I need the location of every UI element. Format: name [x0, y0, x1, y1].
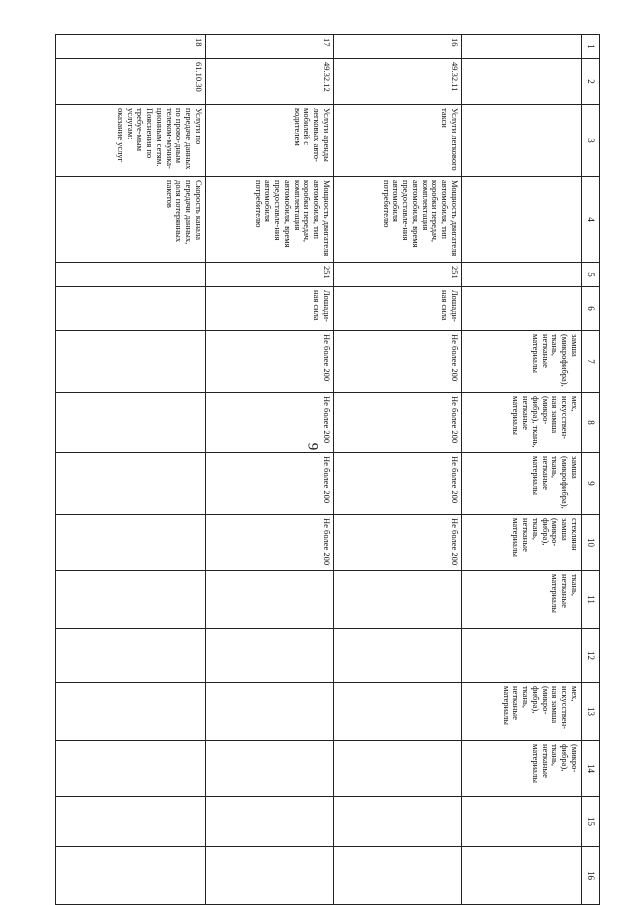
table-cell: стеклянн замша (микро-фибра), ткань, нетканые материалы [462, 515, 582, 571]
table-cell [206, 683, 334, 741]
table-cell [334, 629, 462, 683]
value-cell: Не более 200 [206, 331, 334, 393]
table-cell [334, 741, 462, 797]
table-cell: мех, искусствен-ная замша (микро-фибра), ткань, нетканые материалы [462, 393, 582, 453]
unit-name: Лошади-ная сила [206, 287, 334, 331]
table-row [206, 35, 334, 905]
service-name: Услуги по передаче данных по прово-дным телеком-муника-ционным сетям. Пояснения по требуе-мым услугам: оказание услуг [56, 105, 206, 177]
unit-code [56, 263, 206, 287]
table-cell [56, 629, 206, 683]
table-cell [334, 797, 462, 847]
table-cell [56, 847, 206, 905]
column-number-row [582, 35, 600, 905]
table-cell [56, 741, 206, 797]
table-cell [462, 105, 582, 177]
row-number: 16 [334, 35, 462, 59]
table-cell [462, 629, 582, 683]
column-number: 12 [582, 629, 600, 683]
table-cell [56, 683, 206, 741]
value-cell [56, 453, 206, 515]
table-cell [56, 571, 206, 629]
table-row [334, 35, 462, 905]
service-name: Услуги легкового такси [334, 105, 462, 177]
unit-name [56, 287, 206, 331]
value-cell: Не более 200 [334, 453, 462, 515]
table-cell [334, 683, 462, 741]
table-cell [206, 847, 334, 905]
value-cell: Не более 200 [334, 393, 462, 453]
rotated-table-container [56, 34, 600, 880]
table-cell [206, 629, 334, 683]
row-number: 17 [206, 35, 334, 59]
table-cell: замша (микрофибра), ткань, нетканые материалы [462, 453, 582, 515]
table-cell [462, 287, 582, 331]
column-number: 2 [582, 59, 600, 105]
page-number: 9 [304, 442, 321, 451]
service-name: Услуги аренды легковых авто-мобилей с водителем [206, 105, 334, 177]
column-number: 1 [582, 35, 600, 59]
table-cell [206, 797, 334, 847]
value-cell: Не более 200 [334, 331, 462, 393]
column-number: 3 [582, 105, 600, 177]
table-cell [206, 741, 334, 797]
characteristic: Скорость канала передачи данных, доля потерянных пакетов [56, 177, 206, 263]
value-cell: Не более 200 [206, 515, 334, 571]
table-cell: (микро-фибра), ткань, нетканые материалы [462, 741, 582, 797]
table-cell [56, 797, 206, 847]
column-number: 10 [582, 515, 600, 571]
okpd-code: 49.32.12 [206, 59, 334, 105]
requirements-table [55, 34, 600, 905]
value-cell: Не более 200 [206, 393, 334, 453]
column-number: 9 [582, 453, 600, 515]
table-cell: ткань, нетканые материалы [462, 571, 582, 629]
table-cell [462, 177, 582, 263]
table-cell [462, 847, 582, 905]
characteristic: Мощность двигателя автомобиля, тип коробки передач, комплектация автомобиля, время предоставле-ния автомобиля потребителю [334, 177, 462, 263]
table-cell [334, 847, 462, 905]
column-number: 5 [582, 263, 600, 287]
value-cell: Не более 200 [206, 453, 334, 515]
column-number: 14 [582, 741, 600, 797]
column-number: 7 [582, 331, 600, 393]
unit-code: 251 [206, 263, 334, 287]
column-number: 6 [582, 287, 600, 331]
table-row [56, 35, 206, 905]
unit-name: Лошади-ная сила [334, 287, 462, 331]
characteristic: Мощность двигателя автомобиля, тип коробки передач, комплектация автомобиля, время предоставле-ния автомобиля потребителю [206, 177, 334, 263]
okpd-code: 49.32.11 [334, 59, 462, 105]
table-cell [462, 59, 582, 105]
table-cell [334, 571, 462, 629]
value-cell [56, 515, 206, 571]
column-number: 15 [582, 797, 600, 847]
column-number: 8 [582, 393, 600, 453]
column-number: 16 [582, 847, 600, 905]
column-number: 13 [582, 683, 600, 741]
column-number: 4 [582, 177, 600, 263]
value-cell [56, 393, 206, 453]
column-number: 11 [582, 571, 600, 629]
value-cell: Не более 200 [334, 515, 462, 571]
unit-code: 251 [334, 263, 462, 287]
okpd-code: 61.10.30 [56, 59, 206, 105]
table-row-continued [462, 35, 582, 905]
table-cell: мех, искусствен-ная замша (микро-фибра), ткань, нетканые материалы [462, 683, 582, 741]
document-table-frame [56, 34, 600, 880]
table-cell [462, 263, 582, 287]
table-cell [462, 35, 582, 59]
table-cell [462, 797, 582, 847]
table-cell [206, 571, 334, 629]
value-cell [56, 331, 206, 393]
table-cell: замша (микрофибра), ткань, нетканые материалы [462, 331, 582, 393]
row-number: 18 [56, 35, 206, 59]
